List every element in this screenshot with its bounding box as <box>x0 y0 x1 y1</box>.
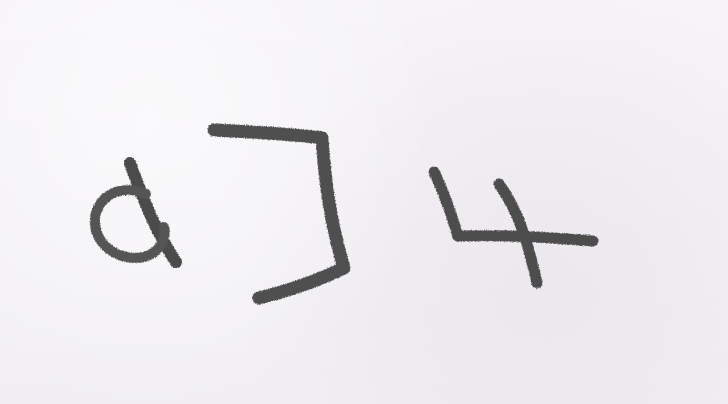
glyph-a <box>95 163 176 262</box>
glyph-bracket <box>214 130 344 298</box>
glyph-4 <box>434 172 593 283</box>
